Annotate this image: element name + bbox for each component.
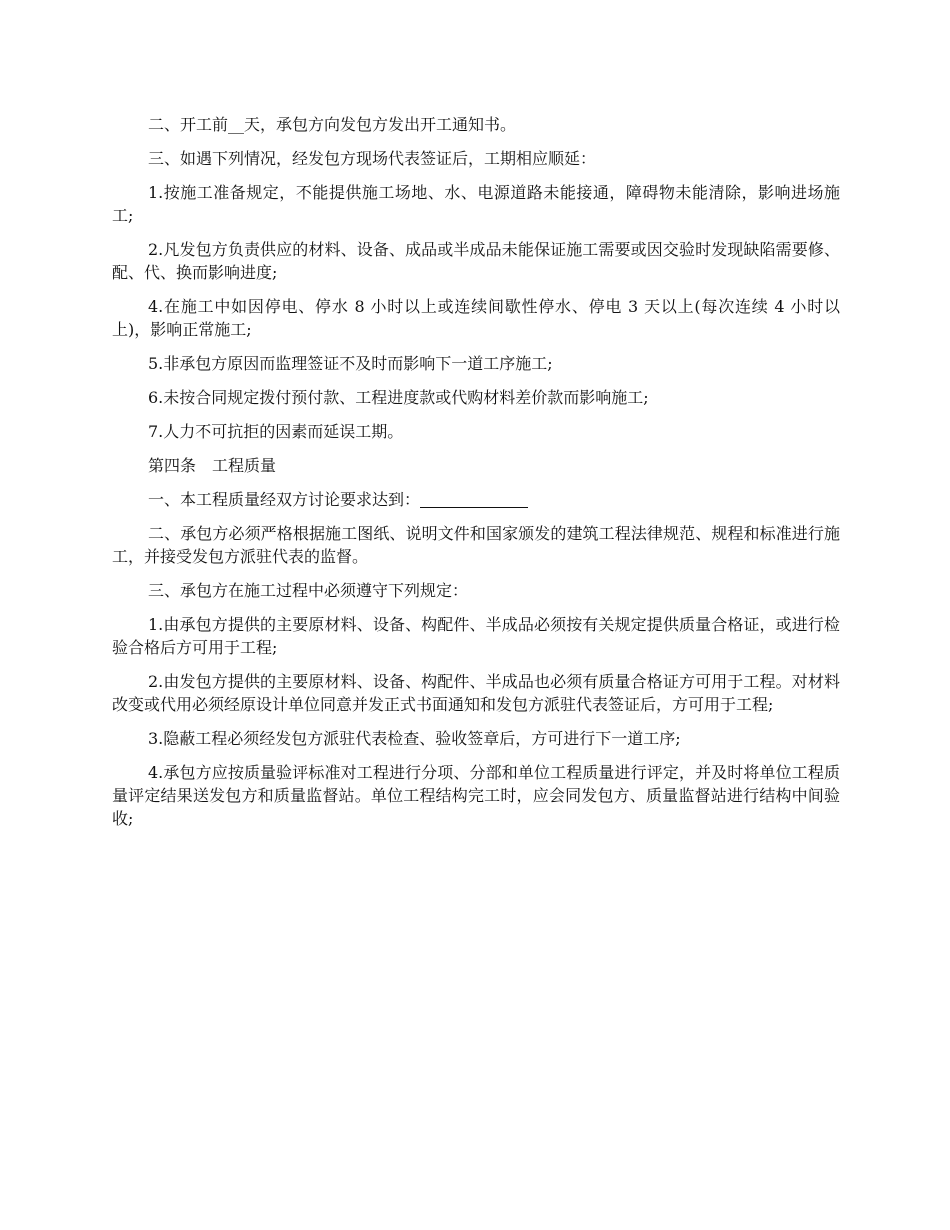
- paragraph-delay-item-6: 6.未按合同规定拨付预付款、工程进度款或代购材料差价款而影响施工;: [148, 388, 649, 407]
- paragraph-rule-item-2: 2.由发包方提供的主要原材料、设备、构配件、半成品也必须有质量合格证方可用于工程。对材料改变或代用必须经原设计单位同意并发正式书面通知和发包方派驻代表签证后，方可用于工程;: [112, 672, 840, 714]
- paragraph-start-notice: 二、开工前__天，承包方向发包方发出开工通知书。: [148, 115, 517, 134]
- paragraph-rule-item-3: 3.隐蔽工程必须经发包方派驻代表检查、验收签章后，方可进行下一道工序;: [148, 729, 681, 748]
- paragraph-delay-item-4: 4.在施工中如因停电、停水 8 小时以上或连续间歇性停水、停电 3 天以上(每次连续 4 小时以上)，影响正常施工;: [112, 297, 840, 339]
- document-body: [112, 113, 840, 841]
- quality-target-label: 一、本工程质量经双方讨论要求达到：: [148, 490, 421, 509]
- paragraph-contractor-rules: 三、承包方在施工过程中必须遵守下列规定：: [148, 581, 469, 600]
- paragraph-delay-item-7: 7.人力不可抗拒的因素而延误工期。: [148, 422, 404, 441]
- paragraph-construction-standards: 二、承包方必须严格根据施工图纸、说明文件和国家颁发的建筑工程法律规范、规程和标准进行施工，并接受发包方派驻代表的监督。: [112, 524, 840, 566]
- paragraph-quality-target: [112, 488, 840, 511]
- paragraph-delay-item-1: 1.按施工准备规定，不能提供施工场地、水、电源道路未能接通，障碍物未能清除，影响进场施工;: [112, 183, 840, 225]
- quality-target-blank: [420, 491, 528, 508]
- paragraph-delay-item-5: 5.非承包方原因而监理签证不及时而影响下一道工序施工;: [148, 354, 553, 373]
- paragraph-rule-item-1: 1.由承包方提供的主要原材料、设备、构配件、半成品必须按有关规定提供质量合格证，或进行检验合格后方可用于工程;: [112, 615, 840, 657]
- section-heading-article-4: 第四条 工程质量: [148, 456, 277, 475]
- paragraph-delay-item-2: 2.凡发包方负责供应的材料、设备、成品或半成品未能保证施工需要或因交验时发现缺陷需要修、配、代、换而影响进度;: [112, 240, 840, 282]
- paragraph-rule-item-4: 4.承包方应按质量验评标准对工程进行分项、分部和单位工程质量进行评定，并及时将单位工程质量评定结果送发包方和质量监督站。单位工程结构完工时，应会同发包方、质量监督站进行结构中间验收;: [112, 763, 840, 828]
- paragraph-delay-conditions: 三、如遇下列情况，经发包方现场代表签证后，工期相应顺延：: [148, 149, 597, 168]
